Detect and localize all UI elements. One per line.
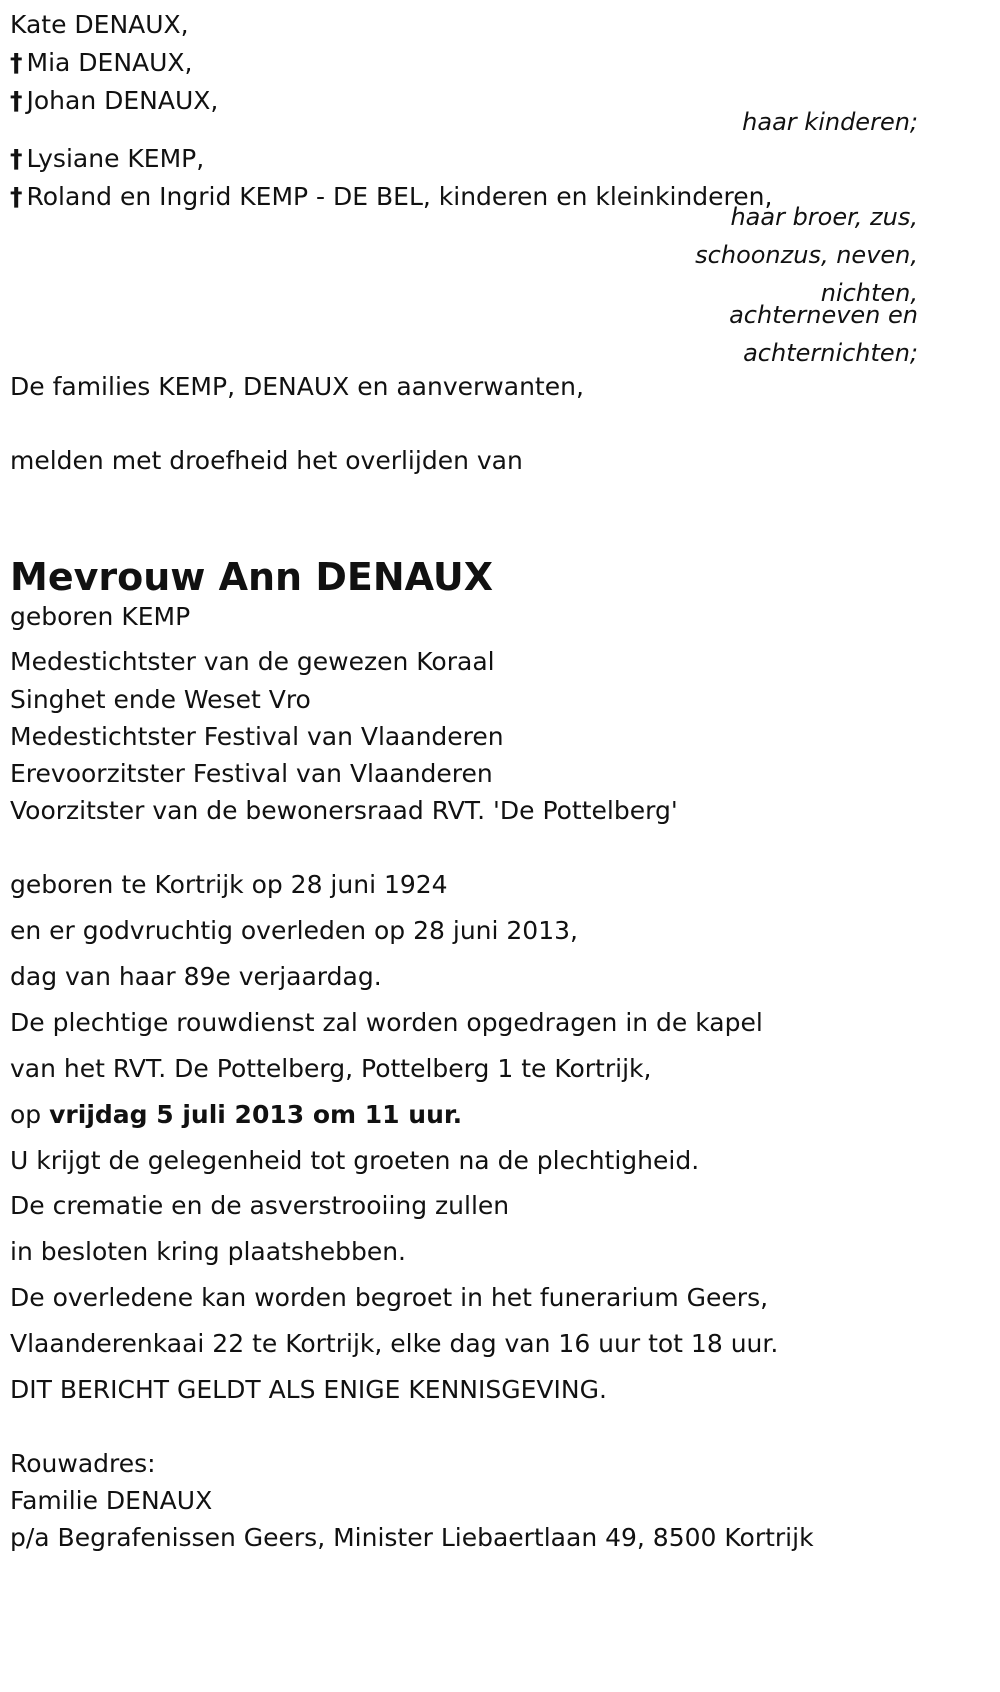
siblings-role: schoonzus, neven,	[695, 241, 918, 269]
detail-line: De plechtige rouwdienst zal worden opgedragen in de kapel	[10, 1008, 763, 1037]
address-line: p/a Begrafenissen Geers, Minister Liebaertlaan 49, 8500 Kortrijk	[10, 1523, 814, 1552]
address-line: Familie DENAUX	[10, 1486, 213, 1515]
detail-line: geboren te Kortrijk op 28 juni 1924	[10, 870, 448, 899]
children-role: haar kinderen;	[742, 108, 918, 136]
cross-icon: †	[10, 48, 23, 77]
born-name: geboren KEMP	[10, 602, 191, 631]
siblings-role: nichten,	[820, 279, 918, 307]
detail-line: Vlaanderenkaai 22 te Kortrijk, elke dag van 16 uur tot 18 uur.	[10, 1329, 779, 1358]
sibling-line: † Roland en Ingrid KEMP - DE BEL, kinderen en kleinkinderen,	[10, 182, 773, 211]
detail-line: dag van haar 89e verjaardag.	[10, 962, 382, 991]
role-line: Medestichtster Festival van Vlaanderen	[10, 722, 504, 751]
cross-icon: †	[10, 86, 23, 115]
families-line: De families KEMP, DENAUX en aanverwanten,	[10, 372, 584, 401]
child-line: † Johan DENAUX,	[10, 86, 219, 115]
siblings-role: achternichten;	[743, 339, 918, 367]
sibling-line: † Lysiane KEMP,	[10, 144, 205, 173]
role-line: Voorzitster van de bewonersraad RVT. 'De Pottelberg'	[10, 796, 678, 825]
detail-line: van het RVT. De Pottelberg, Pottelberg 1 te Kortrijk,	[10, 1054, 652, 1083]
detail-line: DIT BERICHT GELDT ALS ENIGE KENNISGEVING.	[10, 1375, 607, 1404]
deceased-name: Mevrouw Ann DENAUX	[10, 555, 494, 599]
detail-line: De overledene kan worden begroet in het funerarium Geers,	[10, 1283, 769, 1312]
detail-line: en er godvruchtig overleden op 28 juni 2013,	[10, 916, 578, 945]
role-line: Medestichtster van de gewezen Koraal	[10, 647, 495, 676]
role-line: Singhet ende Weset Vro	[10, 685, 311, 714]
detail-line: De crematie en de asverstrooiing zullen	[10, 1191, 510, 1220]
role-line: Erevoorzitster Festival van Vlaanderen	[10, 759, 493, 788]
siblings-role: haar broer, zus,	[730, 203, 918, 231]
child-line: † Mia DENAUX,	[10, 48, 193, 77]
detail-line: U krijgt de gelegenheid tot groeten na de plechtigheid.	[10, 1146, 700, 1175]
service-date: vrijdag 5 juli 2013 om 11 uur.	[49, 1100, 463, 1129]
announce-line: melden met droefheid het overlijden van	[10, 446, 523, 475]
cross-icon: †	[10, 182, 23, 211]
siblings-role: achterneven en	[729, 301, 918, 329]
child-line: Kate DENAUX,	[10, 10, 189, 39]
cross-icon: †	[10, 144, 23, 173]
address-line: Rouwadres:	[10, 1449, 156, 1478]
service-line: op vrijdag 5 juli 2013 om 11 uur.	[10, 1100, 463, 1129]
detail-line: in besloten kring plaatshebben.	[10, 1237, 407, 1266]
